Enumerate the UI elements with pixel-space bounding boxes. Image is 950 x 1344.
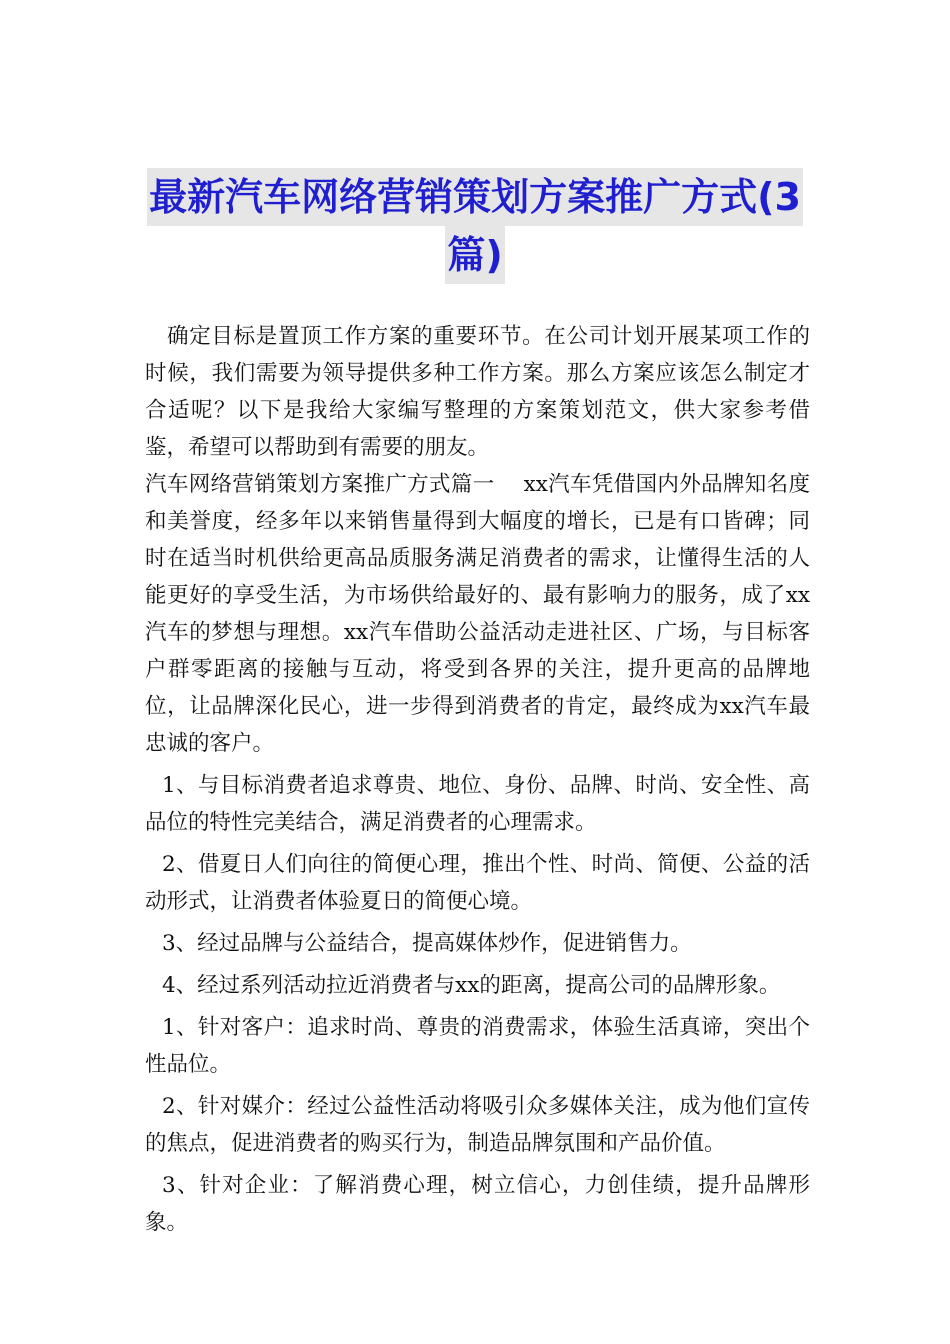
list-item: 1、针对客户：追求时尚、尊贵的消费需求，体验生活真谛，突出个性品位。 [145,1015,810,1077]
list-item: 2、借夏日人们向往的简便心理，推出个性、时尚、简便、公益的活动形式，让消费者体验夏日的简便心境。 [145,852,810,914]
list-item: 4、经过系列活动拉近消费者与xx的距离，提高公司的品牌形象。 [162,973,781,998]
document-title [100,168,850,284]
title-line-2: 篇) [445,226,504,284]
list-item: 3、经过品牌与公益结合，提高媒体炒作，促进销售力。 [162,931,692,956]
section-paragraph: 汽车网络营销策划方案推广方式篇一 xx汽车凭借国内外品牌知名度和美誉度，经多年以来销售量得到大幅度的增长，已是有口皆碑；同时在适当时机供给更高品质服务满足消费者的需求，让懂得生活的人能更好的享受生活，为市场供给最好的、最有影响力的服务，成了xx汽车的梦想与理想。xx汽车借助公益活动走进社区、广场，与目标客户群零距离的接触与互动，将受到各界的关注，提升更高的品牌地位，让品牌深化民心，进一步得到消费者的肯定，最终成为xx汽车最忠诚的客户。 [145,472,810,756]
list-item: 3、针对企业：了解消费心理，树立信心，力创佳绩，提升品牌形象。 [145,1173,810,1235]
list-item: 2、针对媒介：经过公益性活动将吸引众多媒体关注，成为他们宣传的焦点，促进消费者的购买行为，制造品牌氛围和产品价值。 [145,1094,810,1156]
intro-paragraph: 确定目标是置顶工作方案的重要环节。在公司计划开展某项工作的时候，我们需要为领导提供多种工作方案。那么方案应该怎么制定才合适呢？以下是我给大家编写整理的方案策划范文，供大家参考借鉴，希望可以帮助到有需要的朋友。 [145,324,810,460]
list-item: 1、与目标消费者追求尊贵、地位、身份、品牌、时尚、安全性、高品位的特性完美结合，满足消费者的心理需求。 [145,773,810,835]
document-body [145,318,810,1241]
title-line-1: 最新汽车网络营销策划方案推广方式(3 [147,168,803,226]
